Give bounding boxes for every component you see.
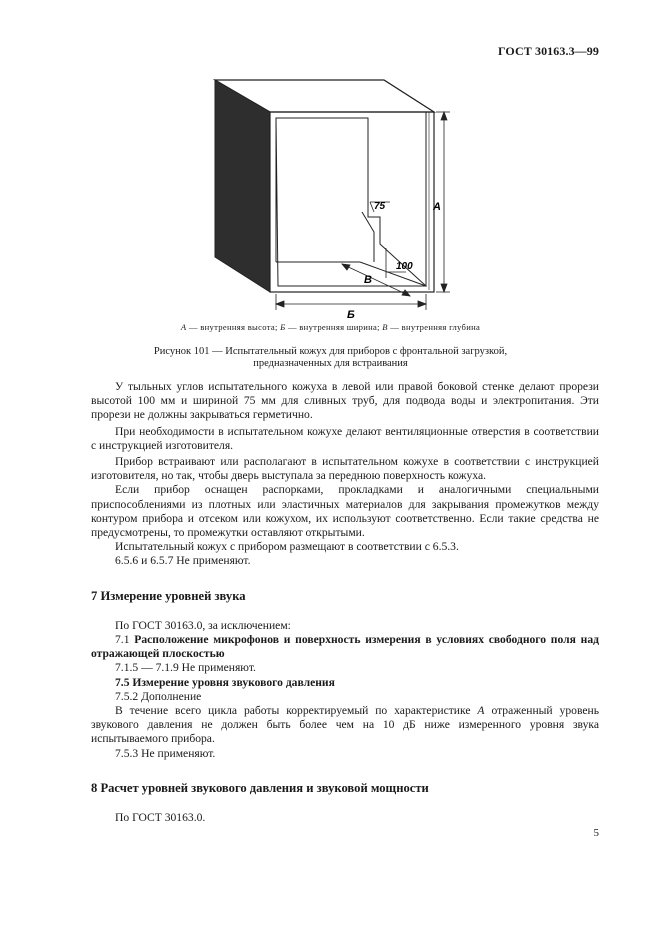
legend-b-text: — внутренняя ширина; [285,322,383,332]
page-number: 5 [593,827,599,839]
legend-a-text: — внутренняя высота; [186,322,281,332]
test-enclosure-drawing [200,72,460,320]
paragraph-slots: У тыльных углов испытательного кожуха в левой или правой боковой стенке делают прорези высотой 100 мм и шириной 75 мм для сливных труб, для подвода воды и электропитания. Эти прорези не должны закрываться герметично. [91,380,599,422]
p-7-5-2-italic-a: А [477,704,485,718]
dimension-v-label: В [364,274,372,286]
paragraph-placement: Испытательный кожух с прибором размещают в соответствии с 6.5.3. [115,540,459,554]
legend-v-symbol: В [382,322,388,332]
figure-legend [0,322,661,332]
p-7-5-2-part-b: отраженный уровень звукового давления не должен быть более чем на 10 дБ ниже измеренного уровня звука испытываемого прибора. [91,704,599,746]
section-7-heading: 7 Измерение уровней звука [91,588,246,603]
clause-7-1-number: 7.1 [115,633,135,647]
paragraph-spacers: Если прибор оснащен распорками, прокладками и аналогичными специальными приспособлениями из плотных или эластичных материалов для закрывания промежутков между контуром прибора и отсеком или кожухом, их используют соответственно. Если такие средства не предусмотрены, то промежутки оставляют открытыми. [91,483,599,540]
paragraph-7-5-2 [91,704,599,747]
paragraph-ref-7: По ГОСТ 30163.0, за исключением: [115,618,291,632]
p-7-5-2-part-a: В течение всего цикла работы корректируемый по характеристике [115,704,478,718]
section-8-heading: 8 Расчет уровней звукового давления и звуковой мощности [91,780,429,795]
clause-7-1-title: Расположение микрофонов и поверхность измерения в условиях свободного поля над отражающей плоскостью [91,633,599,661]
legend-b-symbol: Б [280,322,286,332]
paragraph-7-1-5: 7.1.5 — 7.1.9 Не применяют. [115,661,256,675]
legend-a-symbol: А [180,322,187,332]
caption-line-1: Рисунок 101 — Испытательный кожух для приборов с фронтальной загрузкой, [153,346,508,357]
document-body [91,380,599,825]
clause-7-5-heading: 7.5 Измерение уровня звукового давления [115,675,335,689]
clause-7-5-2-heading: 7.5.2 Дополнение [115,689,202,703]
dimension-75-label: 75 [374,201,386,212]
doc-header: ГОСТ 30163.3—99 [498,44,599,58]
dimension-a-label: A [433,201,441,213]
paragraph-ref-8: По ГОСТ 30163.0. [115,811,206,825]
paragraph-not-applied-656: 6.5.6 и 6.5.7 Не применяют. [115,554,251,568]
caption-line-2: предназначенных для встраивания [253,358,408,369]
dimension-b-label: Б [347,309,355,320]
dimension-100-label: 100 [396,261,413,272]
paragraph-7-5-3: 7.5.3 Не применяют. [115,746,216,760]
paragraph-ventilation: При необходимости в испытательном кожухе делают вентиляционные отверстия в соответствии с инструкцией изготовителя. [91,424,599,452]
paragraph-installation: Прибор встраивают или располагают в испытательном кожухе в соответствии с инструкцией изготовителя, но так, чтобы дверь выступала за переднюю поверхность кожуха. [91,455,599,483]
figure-caption [0,346,661,370]
paragraph-7-1 [91,633,599,661]
legend-v-text: — внутренняя глубина [387,322,481,332]
